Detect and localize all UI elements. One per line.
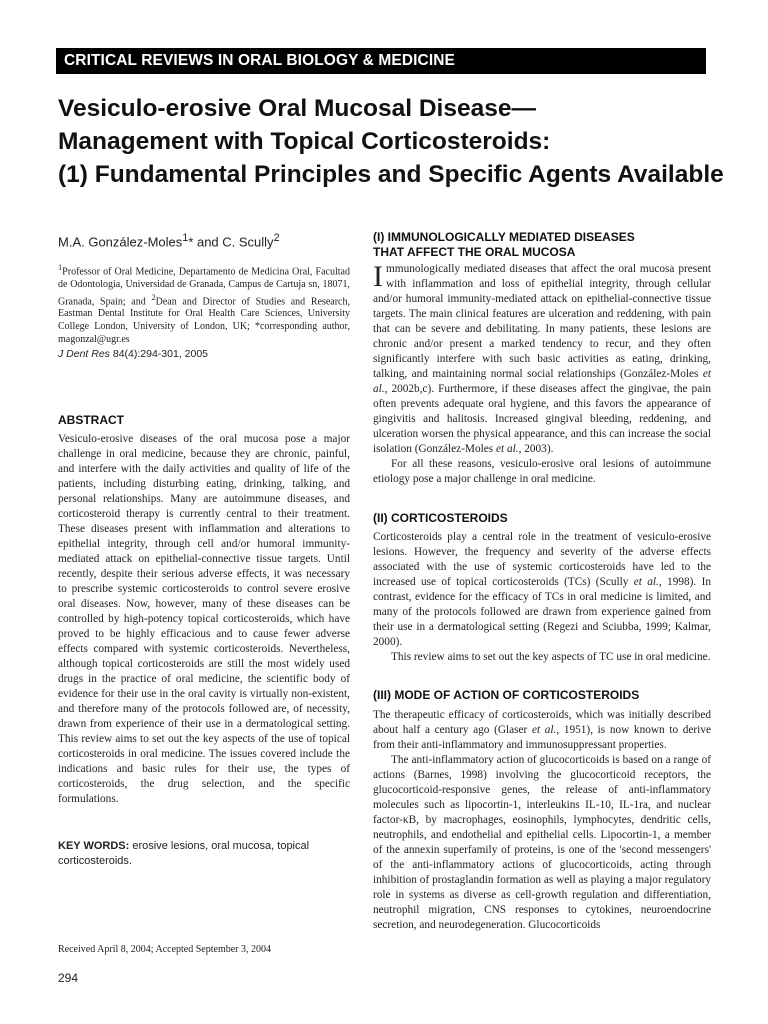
section-2-etal: et al. (633, 576, 659, 588)
keywords (58, 839, 350, 869)
section-1-heading-line-2: THAT AFFECT THE ORAL MUCOSA (373, 245, 576, 259)
keywords-text: erosive lesions, oral mucosa, topical corticosteroids. (58, 840, 310, 867)
section-2-heading: (II) CORTICOSTEROIDS (373, 511, 508, 525)
page-number: 294 (58, 971, 79, 985)
section-2-paragraph-2: This review aims to set out the key aspects of TC use in oral medicine. (391, 651, 711, 663)
section-3-etal: et al. (531, 724, 557, 736)
keywords-label: KEY WORDS: (58, 840, 130, 852)
affiliation-2-text: Dean and Director of Studies and Research, Eastman Dental Institute for Oral Health Care Sciences, University College London, University of London, UK; *corresponding author, magonzal@ugr.es (58, 295, 350, 345)
section-1-etal-1: et al. (373, 368, 711, 395)
section-1-text-c: , 2003). (518, 443, 554, 455)
author-1-affiliation-marker: 1 (182, 232, 189, 244)
title-line-2: Management with Topical Corticosteroids: (58, 128, 551, 155)
author-1-name: M.A. González-Moles (58, 234, 183, 250)
section-2-paragraph-1 (373, 530, 711, 650)
received-dates: Received April 8, 2004; Accepted September 3, 2004 (58, 944, 272, 955)
affiliations (58, 262, 350, 346)
corresponding-marker: * (188, 234, 194, 250)
drop-cap: I (373, 260, 383, 293)
section-1-text-b: , 2002b,c). Furthermore, if these diseases affect the gingivae, the pain often prevents adequate oral hygiene, and this favors the appearance of gingivitis and halitosis. Increased gingival bleeding, reddening, and ulceration worsen the physical appearance, and this can increase the social isolation (González-Moles (373, 383, 711, 455)
article-title (58, 92, 724, 191)
section-1-body (373, 262, 711, 487)
section-1-heading-line-1: (I) IMMUNOLOGICALLY MEDIATED DISEASES (373, 230, 635, 244)
section-1-paragraph-2: For all these reasons, vesiculo-erosive oral lesions of autoimmune etiology pose a major challenge in oral medicine. (373, 458, 711, 485)
journal-citation (58, 348, 208, 360)
citation-journal: J Dent Res (58, 348, 110, 360)
affiliation-1-text: Professor of Oral Medicine, Departamento de Medicina Oral, Facultad de Odontología, Universidad de Granada, Campus de Cartuja sn, 18071, Granada, Spain; and (58, 266, 350, 307)
section-3-paragraph-2: The anti-inflammatory action of glucocorticoids is based on a range of actions (Barnes, 1998) involving the glucocorticoid receptors, the glucocorticoid-responsive genes, the release of anti-inflammatory molecules such as lipocortin-1, interleukins IL-10, IL-1ra, and nuclear factor-κB, by macrophages, eosinophils, lymphocytes, dendritic cells, neutrophils, and endothelial and epithelial cells. Lipocortin-1, a member of the annexin superfamily of proteins, is one of the 'second messengers' of the anti-inflammatory actions of glucocorticoids, acting through inhibition of prostaglandin formation as well as playing a major regulatory role in systems as diverse as cell-growth regulation and differentiation, neutrophil migration, CNS responses to cytokines, neuroendocrine secretion, and neurodegeneration. Glucocorticoids (373, 754, 711, 931)
section-2-text-b: , 1998). In contrast, evidence for the efficacy of TCs in oral medicine is limited, and many of the protocols followed are drawn from experience gained from their use in a dermatological setting (Regezi and Sciubba, 1999; Kalmar, 2000). (373, 576, 711, 648)
title-line-3: (1) Fundamental Principles and Specific Agents Available (58, 161, 724, 188)
affiliation-1-marker: 1 (58, 263, 63, 272)
section-2-body (373, 530, 711, 665)
section-1-heading (373, 230, 711, 260)
section-3-text-a: The therapeutic efficacy of corticosteroids, which was initially described about half a century ago (Glaser (373, 709, 711, 736)
title-line-1: Vesiculo-erosive Oral Mucosal Disease— (58, 95, 536, 122)
section-3-paragraph-1 (373, 708, 711, 753)
section-2-text-a: Corticosteroids play a central role in the treatment of vesiculo-erosive lesions. However, the frequency and severity of the adverse effects associated with the use of systemic corticosteroids have led to the increased use of topical corticosteroids (TCs) (Scully (373, 531, 711, 588)
section-3-text-b: , 1951), is now known to derive from their anti-inflammatory and immunosuppressant properties. (373, 724, 711, 751)
abstract-text: Vesiculo-erosive diseases of the oral mucosa pose a major challenge in oral medicine, because they are chronic, painful, and interfere with the daily activities and quality of life of the patients, including disturbing eating, drinking, talking, and personal relationships. Many are autoimmune diseases, and corticosteroid therapy is currently central to their treatment. These diseases present with inflammation and alterations to epithelial integrity, through cell and/or humoral immunity-mediated attack on epithelial-connective tissue targets. Until recently, despite their serious adverse effects, it was necessary to prescribe systemic corticosteroids to control severe erosive oral diseases. Now, however, many of these diseases can be controlled by high-potency topical corticosteroids, which have proved to be highly efficacious and to cause fewer adverse effects compared with systemic corticosteroids. Nevertheless, although topical corticosteroids are still the most widely used drugs in the practice of oral medicine, the scientific body of evidence for their use in the oral cavity is virtually non-existent, and therefore many of the protocols followed are, of necessity, drawn from experience of their use in a dermatological setting. This review aims to set out the key aspects of the use of topical corticosteroids in oral medicine. The issues covered include the indications and basic rules for their use, the types of corticosteroids, the drug selection, and the specific formulations. (58, 433, 350, 805)
author-list (58, 232, 280, 249)
author-2-affiliation-marker: 2 (273, 232, 280, 244)
abstract-heading: ABSTRACT (58, 413, 124, 427)
citation-details: 84(4):294-301, 2005 (109, 348, 209, 360)
section-1-paragraph-1 (373, 262, 711, 457)
journal-banner: CRITICAL REVIEWS IN ORAL BIOLOGY & MEDICINE (56, 48, 706, 74)
affiliation-2-marker: 2 (151, 292, 156, 302)
section-3-heading: (III) MODE OF ACTION OF CORTICOSTEROIDS (373, 688, 640, 702)
section-3-body (373, 708, 711, 933)
section-1-etal-2: et al. (495, 443, 519, 455)
section-1-text-a: mmunologically mediated diseases that affect the oral mucosa present with inflammation and loss of epithelial integrity, through cellular and/or humoral immunity-mediated attack on epithelial-connective tissue targets. The main clinical features are ulceration and reddening, with pain that can be severe and debilitating. In many patients, these lesions are chronic and/or present a marked tendency to recur, and they often significantly interfere with such basic activities as eating, drinking, talking, and maintaining normal social relationships (González-Moles (373, 263, 711, 380)
author-2-name: and C. Scully (193, 234, 274, 250)
